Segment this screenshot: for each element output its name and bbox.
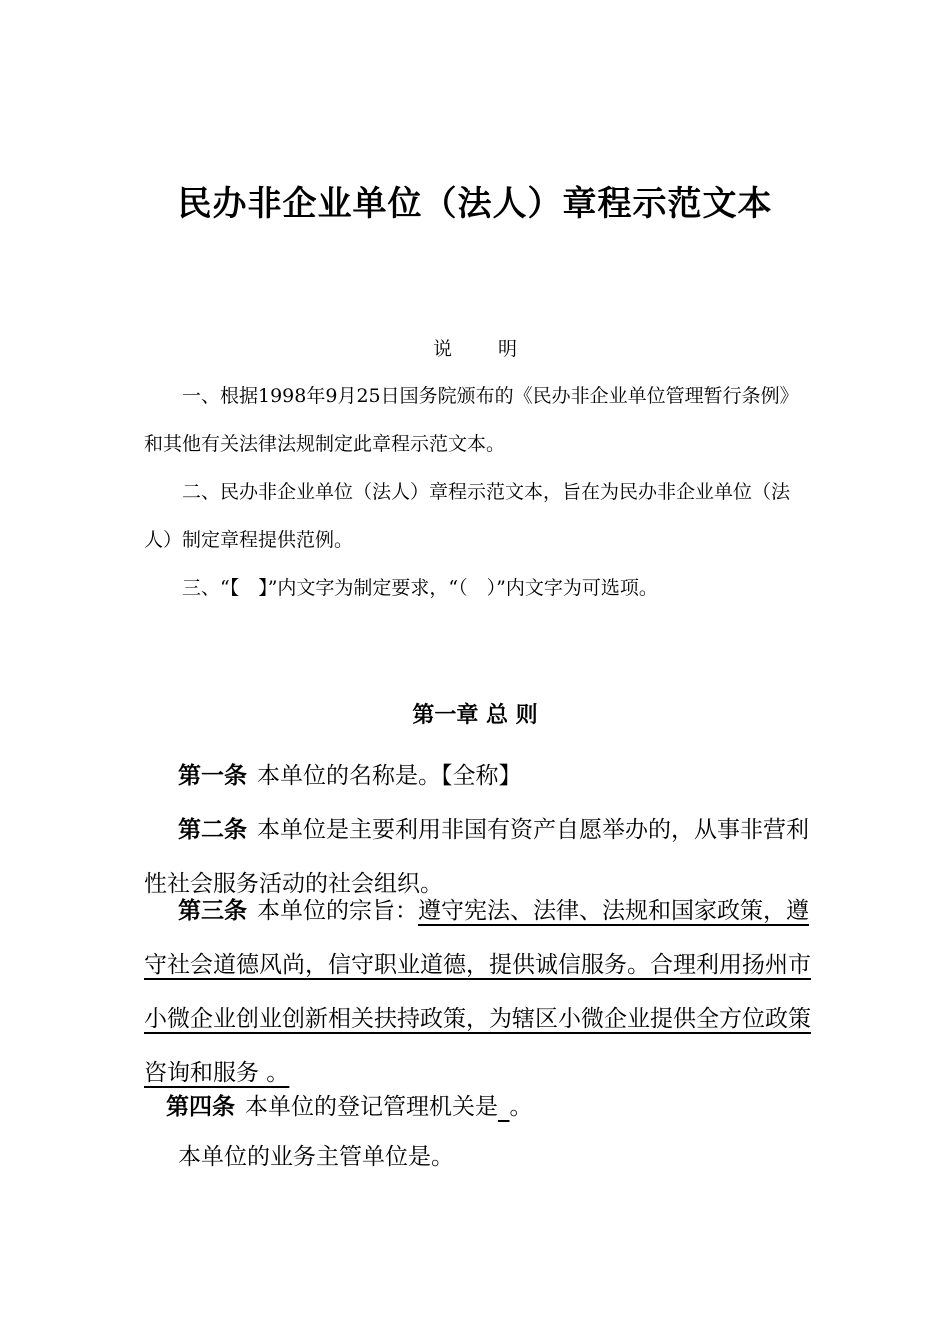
note-text: 一、根据1998年9月25日国务院颁布的《民办非企业单位管理暂行条例》和其他有关法律法规制定此章程示范文本。: [144, 385, 799, 455]
article-underlined-text: 遵守宪法、法律、法规和国家政策，遵守社会道德风尚，信守职业道德，提供诚信服务。合理利用扬州市小微企业创业创新相关扶持政策，为辖区小微企业提供全方位政策咨询和服务 。: [144, 898, 811, 1086]
article-tail: 。: [509, 1094, 533, 1120]
article-4: [144, 1080, 824, 1134]
article-1: [144, 749, 824, 803]
note-item: [144, 564, 814, 612]
article-label: 第二条: [178, 817, 247, 843]
article-3: [144, 884, 824, 1100]
blank-field: [498, 1094, 510, 1120]
note-text: 三、“【 】”内文字为制定要求，“（ ）”内文字为可选项。: [182, 577, 658, 599]
notes-heading: 说明: [432, 338, 563, 360]
article-label: 第四条: [166, 1094, 235, 1120]
article-label: 第一条: [178, 763, 247, 789]
article-text: 本单位的宗旨：: [257, 898, 418, 924]
article-label: 第三条: [178, 898, 247, 924]
article-4-continuation: [144, 1130, 824, 1184]
document-title: 民办非企业单位（法人）章程示范文本: [177, 184, 773, 224]
note-item: [144, 372, 814, 468]
article-text: 本单位是主要利用非国有资产自愿举办的，从事非营利性社会服务活动的社会组织。: [144, 817, 809, 897]
article-text: 本单位的登记管理机关是: [245, 1094, 498, 1120]
article-text: 本单位的名称是。【全称】: [257, 763, 522, 789]
note-text: 二、民办非企业单位（法人）章程示范文本，旨在为民办非企业单位（法人）制定章程提供范例。: [144, 481, 791, 551]
note-item: [144, 468, 814, 564]
article-text: 本单位的业务主管单位是。: [178, 1144, 454, 1170]
chapter-heading: 第一章 总 则: [412, 703, 538, 728]
